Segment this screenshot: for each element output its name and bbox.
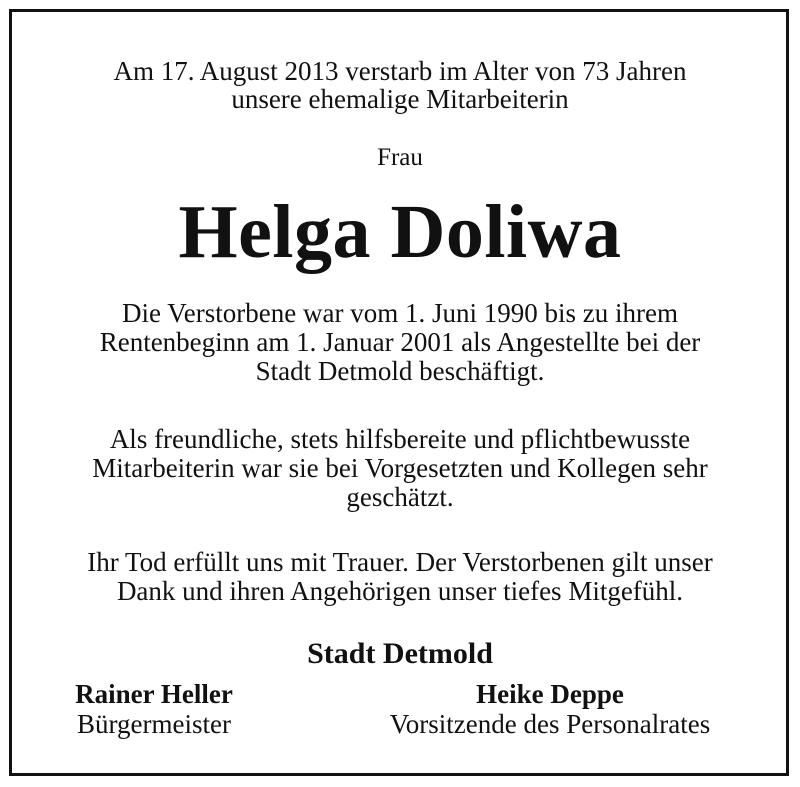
deceased-name: Helga Doliwa: [178, 190, 622, 274]
organization-name: Stadt Detmold: [307, 637, 493, 670]
paragraph-line: Als freundliche, stets hilfsbereite und pflichtbewusste: [109, 424, 691, 454]
paragraph-line: Rentenbeginn am 1. Januar 2001 als Angestellte bei der: [99, 327, 701, 357]
paragraph-line: Ihr Tod erfüllt uns mit Trauer. Der Verstorbenen gilt unser: [87, 547, 713, 577]
intro-line: unsere ehemalige Mitarbeiterin: [231, 84, 569, 114]
paragraph-line: geschätzt.: [346, 482, 454, 512]
signatory-role: Vorsitzende des Personalrates: [389, 709, 711, 739]
signatory-name: Rainer Heller: [75, 679, 233, 709]
signatory-role: Bürgermeister: [77, 709, 231, 739]
paragraph-line: Stadt Detmold beschäftigt.: [255, 356, 545, 386]
salutation: Frau: [377, 144, 423, 171]
signatory-mayor: [40, 679, 268, 739]
paragraph-line: Die Verstorbene war vom 1. Juni 1990 bis zu ihrem: [122, 298, 678, 328]
intro-line: Am 17. August 2013 verstarb im Alter von 73 Jahren: [113, 56, 687, 86]
signatory-council-chair: [352, 679, 748, 739]
paragraph-line: Mitarbeiterin war sie bei Vorgesetzten und Kollegen sehr: [92, 453, 708, 483]
paragraph-line: Dank und ihren Angehörigen unser tiefes Mitgefühl.: [116, 576, 684, 606]
signatory-name: Heike Deppe: [476, 679, 624, 709]
